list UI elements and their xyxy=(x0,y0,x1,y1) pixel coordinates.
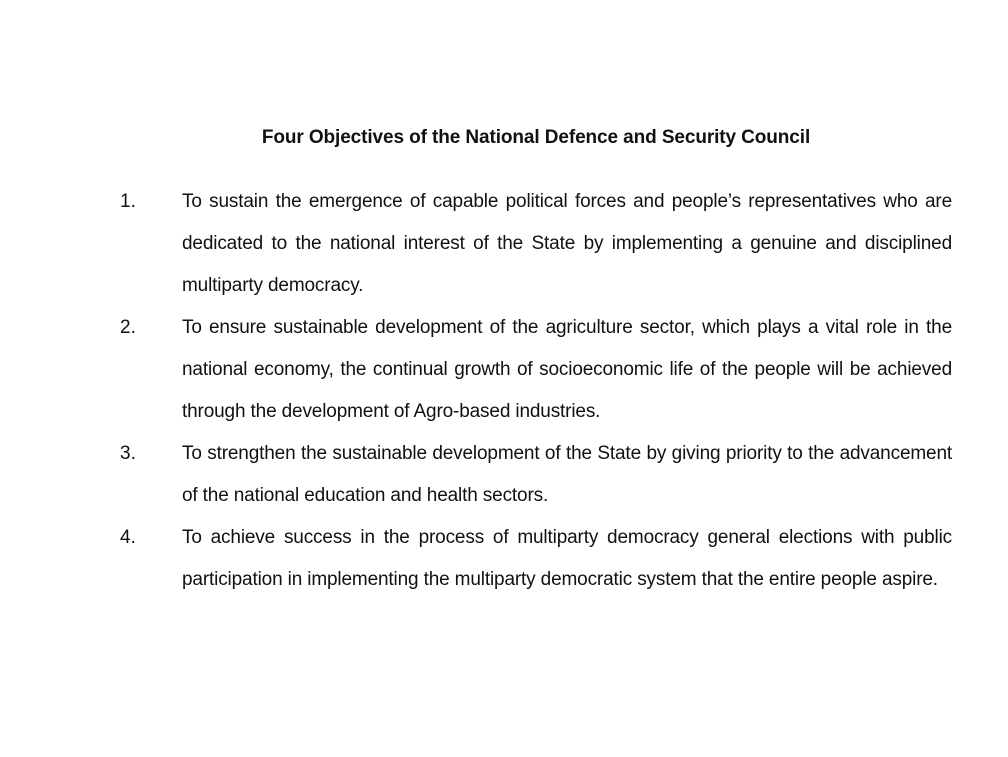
objective-text: To strengthen the sustainable development of the State by giving priority to the advancement of the national education and health sectors. xyxy=(182,443,952,506)
objective-item-1 xyxy=(120,181,952,307)
objective-number: 4. xyxy=(120,527,136,548)
objective-number: 2. xyxy=(120,317,136,338)
objective-text: To sustain the emergence of capable political forces and people’s representatives who are dedicated to the national interest of the State by implementing a genuine and disciplined multiparty democracy. xyxy=(182,191,952,296)
objectives-list xyxy=(120,181,952,601)
objective-text: To ensure sustainable development of the agriculture sector, which plays a vital role in the national economy, the continual growth of socioeconomic life of the people will be achieved through the development of Agro-based industries. xyxy=(182,317,952,422)
objective-number: 1. xyxy=(120,191,136,212)
objective-text: To achieve success in the process of multiparty democracy general elections with public participation in implementing the multiparty democratic system that the entire people aspire. xyxy=(182,527,952,590)
document-title: Four Objectives of the National Defence and Security Council xyxy=(261,127,811,148)
objective-item-2 xyxy=(120,307,952,433)
objective-number: 3. xyxy=(120,443,136,464)
objective-item-3 xyxy=(120,433,952,517)
objective-item-4 xyxy=(120,517,952,601)
